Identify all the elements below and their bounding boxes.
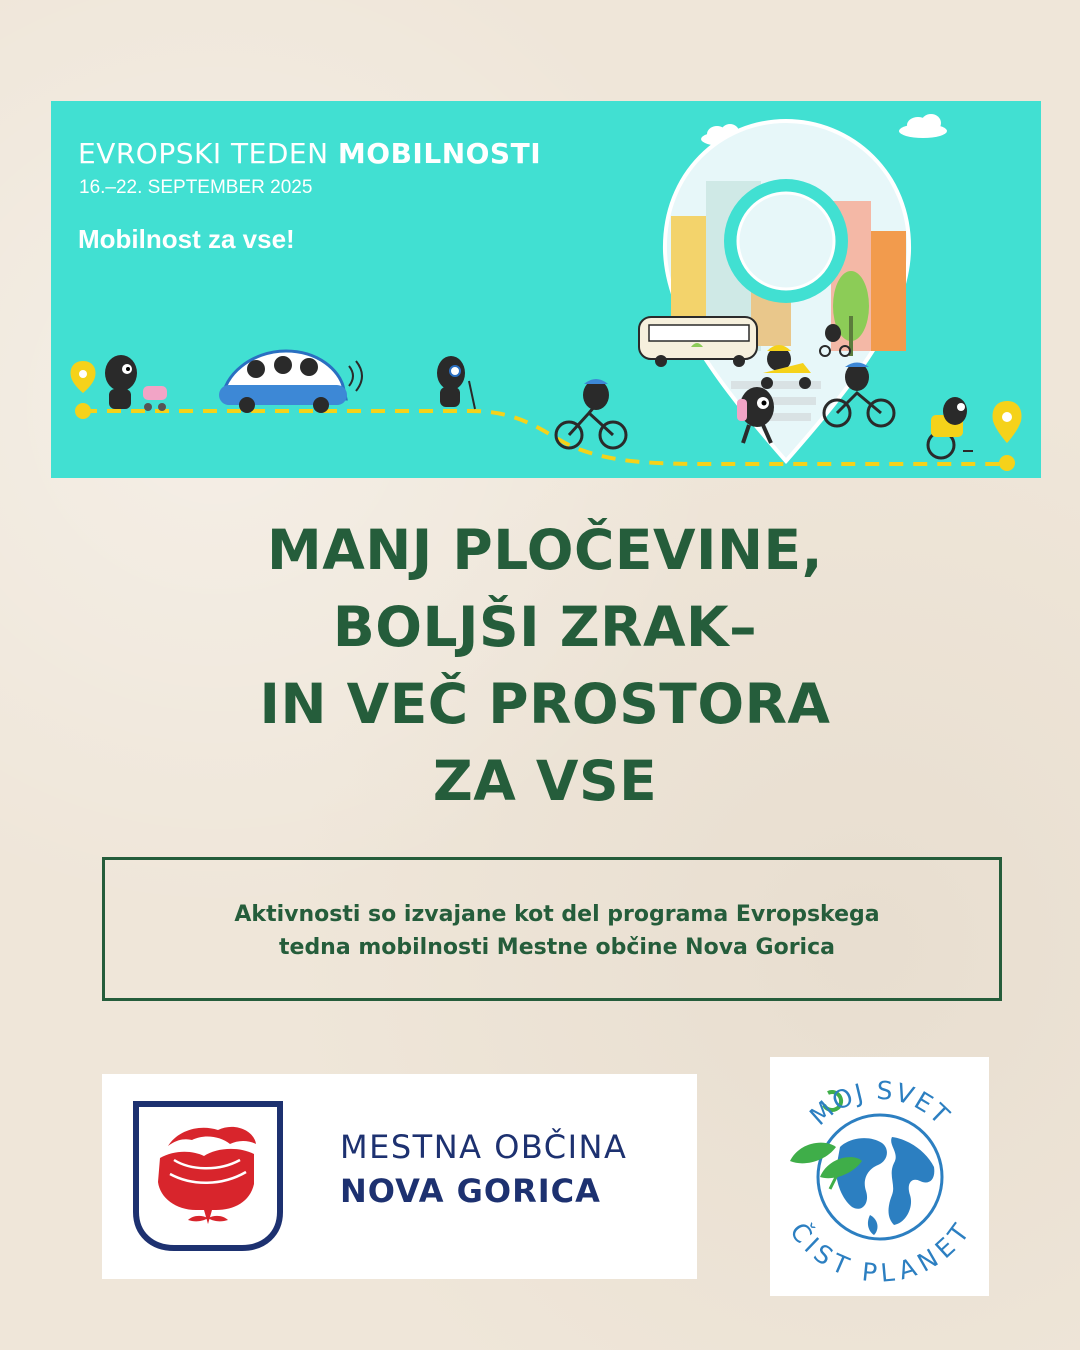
banner-dates: 16.–22. SEPTEMBER 2025: [79, 177, 313, 198]
info-line: tedna mobilnosti Mestne občine Nova Gorica: [279, 935, 835, 960]
walker-icon: [437, 356, 475, 409]
planet-logo-bottom-text: ČIST PLANET: [784, 1217, 976, 1288]
car-icon: [219, 351, 362, 413]
headline-line: MANJ PLOČEVINE,: [266, 518, 824, 582]
headline: [0, 512, 1080, 820]
municipality-name-line2: NOVA GORICA: [340, 1172, 601, 1210]
end-pin-icon: [993, 401, 1022, 471]
info-line: Aktivnosti so izvajane kot del programa Evropskega: [234, 902, 880, 927]
headline-line: IN VEČ PROSTORA: [259, 672, 831, 736]
dashed-road: [83, 411, 1006, 464]
planet-logo-top-text: MOJ SVET: [804, 1075, 957, 1132]
wheelchair-icon: [928, 397, 973, 458]
location-pin-icon: [665, 121, 909, 461]
banner-title: EVROPSKI TEDEN MOBILNOSTI: [78, 137, 542, 170]
banner-slogan: Mobilnost za vse!: [78, 224, 295, 254]
info-text: [105, 898, 999, 964]
mobility-week-banner: [51, 101, 1041, 478]
headline-line: BOLJŠI ZRAK–: [332, 595, 758, 659]
planet-logo-graphic: [770, 1057, 989, 1296]
cyclist-icon: [556, 379, 626, 448]
municipality-name-line1: MESTNA OBČINA: [340, 1128, 628, 1166]
bus-icon: [639, 317, 757, 367]
rose-shield-icon: [130, 1100, 286, 1254]
municipality-logo: [102, 1074, 697, 1279]
headline-line: ZA VSE: [432, 749, 658, 813]
info-box: [102, 857, 1002, 1001]
pedestrian-stroller-icon: [105, 355, 167, 411]
planet-logo: [770, 1057, 989, 1296]
